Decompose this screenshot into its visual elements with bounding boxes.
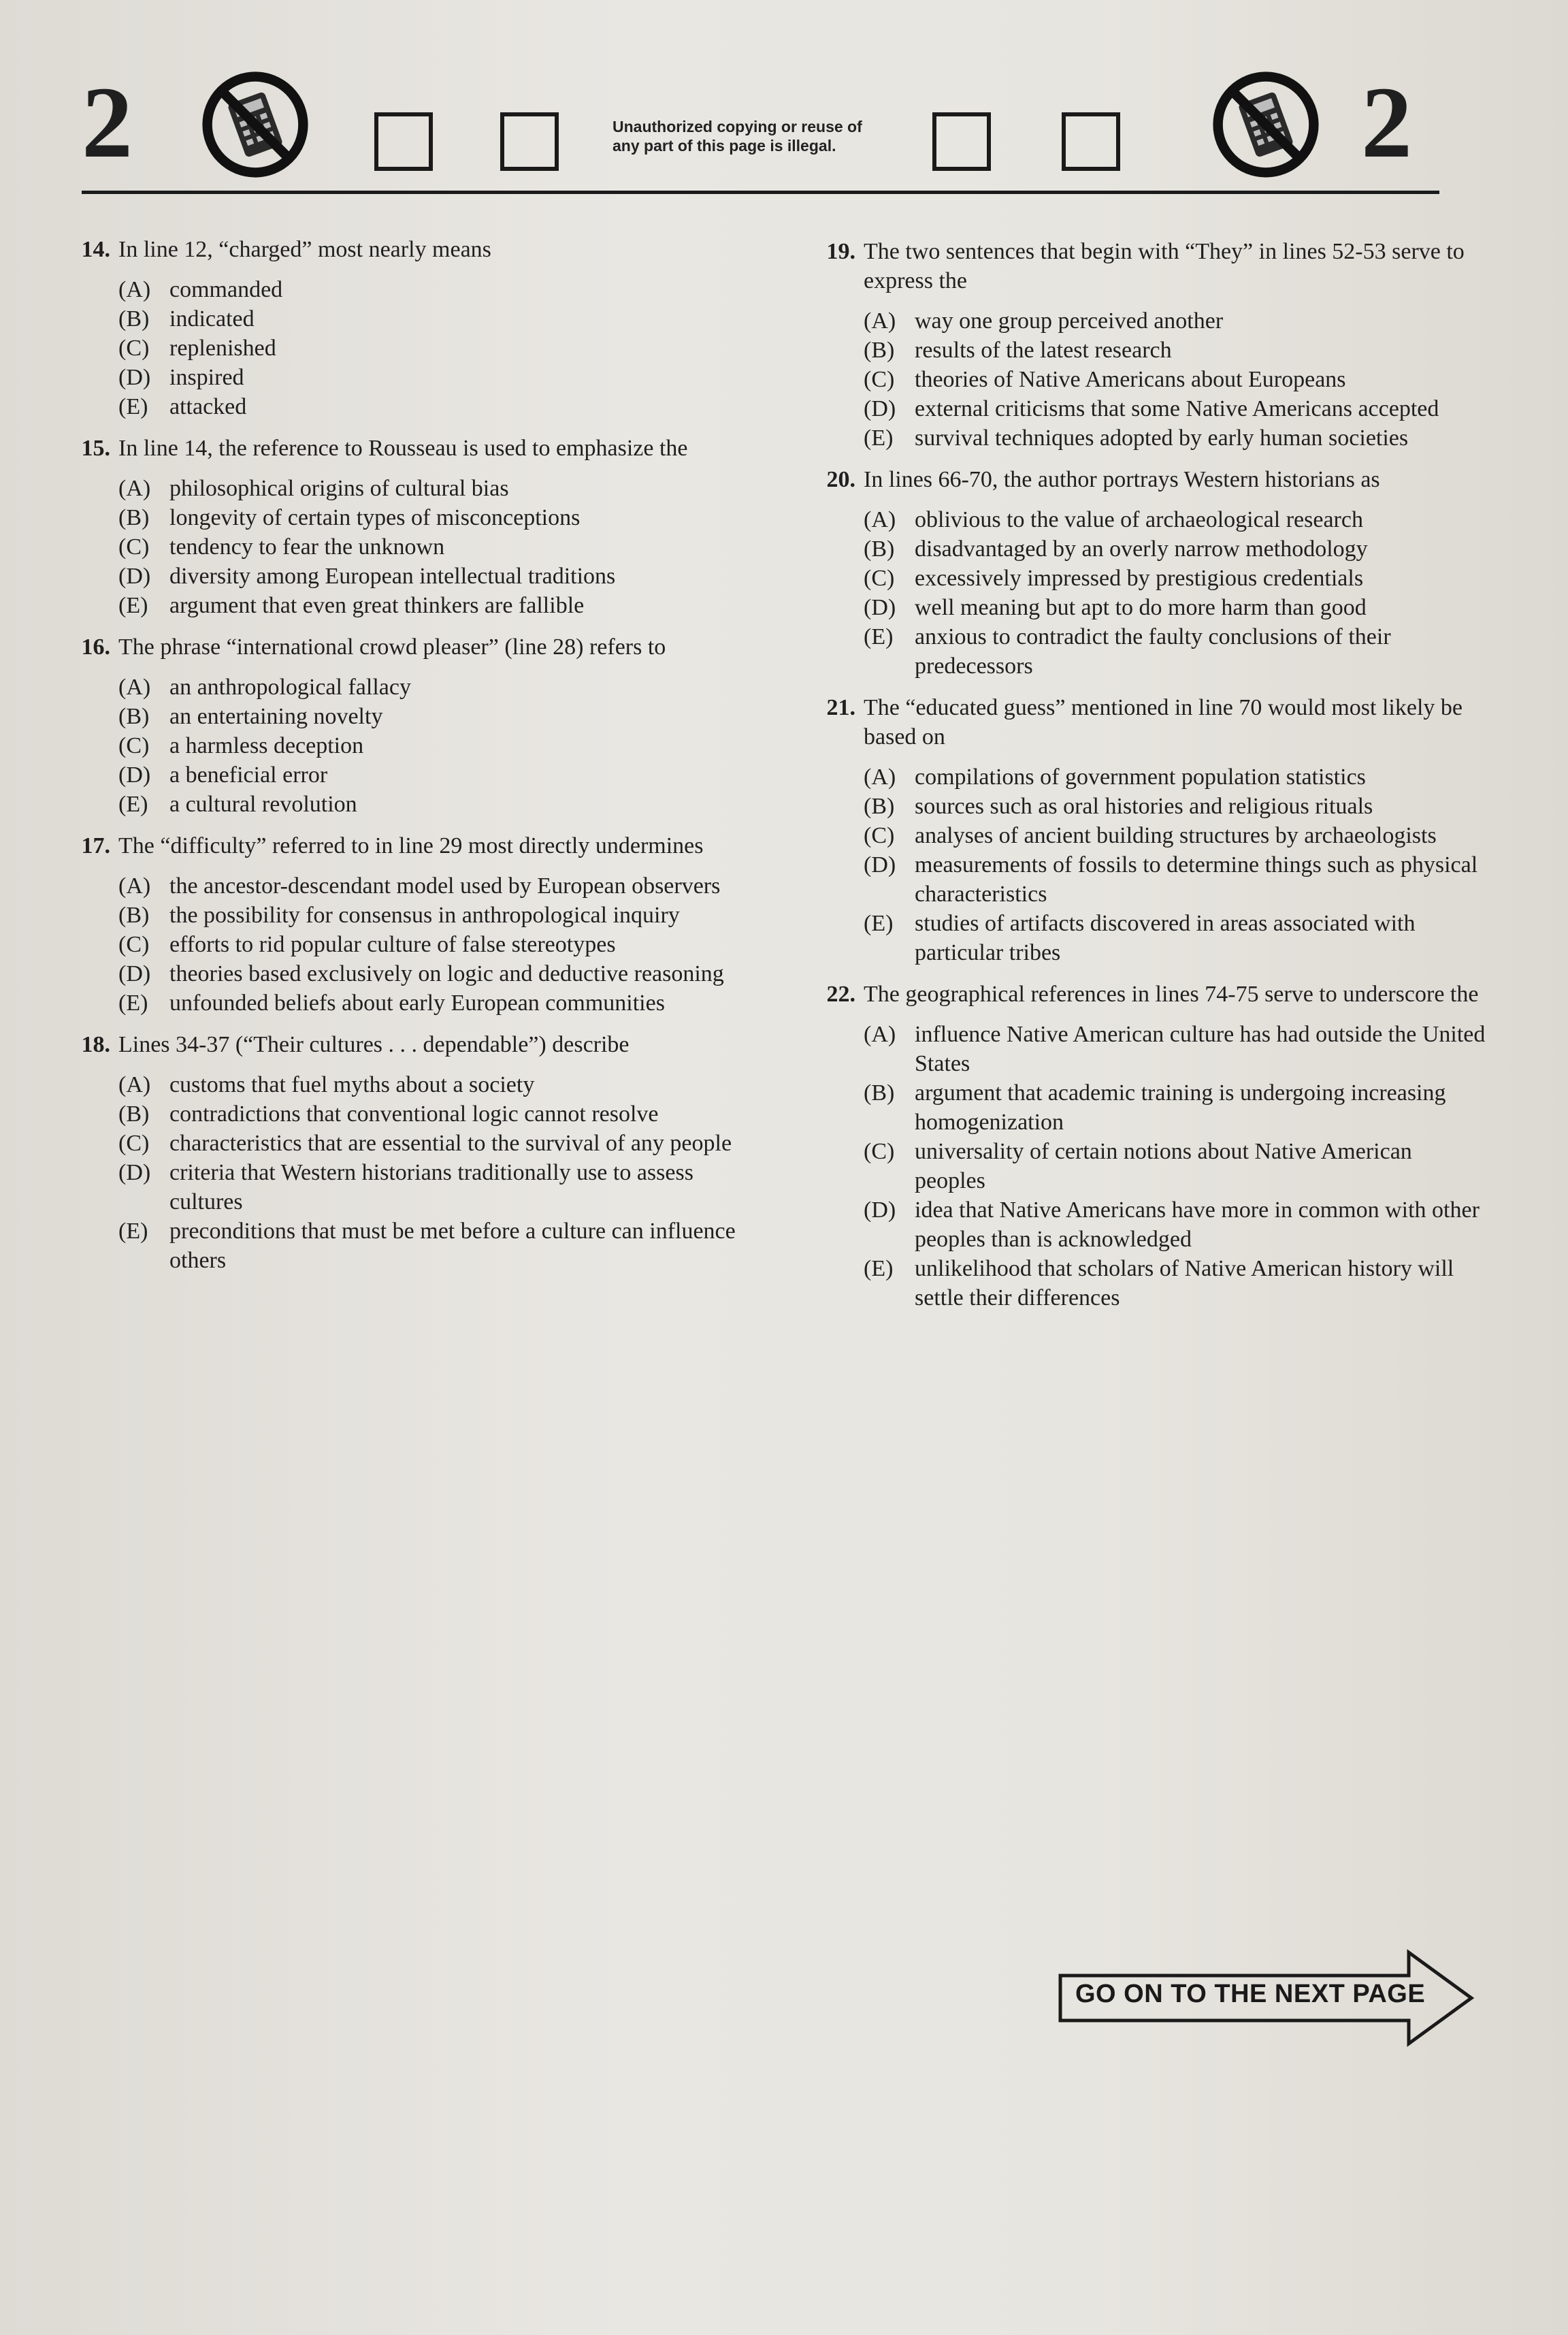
option-text: inspired (169, 365, 244, 390)
answer-options (806, 505, 1487, 681)
answer-option (118, 275, 742, 304)
section-number-left: 2 (82, 66, 133, 179)
answer-option (118, 532, 742, 562)
option-text: unlikelihood that scholars of Native American history will settle their differences (915, 1256, 1454, 1310)
option-text: the ancestor-descendant model used by European observers (169, 873, 721, 899)
answer-option (118, 503, 742, 532)
option-letter: (E) (118, 593, 148, 618)
question-number: 14. (81, 237, 110, 262)
answer-option (118, 1129, 742, 1158)
answer-option (864, 365, 1487, 394)
answer-option (864, 564, 1487, 593)
option-letter: (C) (118, 534, 150, 560)
option-text: measurements of fossils to determine things such as physical characteristics (915, 852, 1478, 907)
option-text: argument that even great thinkers are fallible (169, 593, 585, 618)
option-text: results of the latest research (915, 338, 1172, 363)
question-text: In line 12, “charged” most nearly means (118, 237, 491, 262)
option-text: theories of Native Americans about Europeans (915, 367, 1346, 392)
answer-options (61, 673, 742, 819)
answer-option (118, 1070, 742, 1099)
answer-option (864, 792, 1487, 821)
option-text: attacked (169, 394, 247, 419)
question-item (61, 632, 742, 819)
option-letter: (A) (118, 1072, 151, 1097)
option-text: customs that fuel myths about a society (169, 1072, 535, 1097)
option-letter: (D) (118, 365, 151, 390)
option-text: oblivious to the value of archaeological research (915, 507, 1363, 532)
option-letter: (C) (864, 1139, 895, 1164)
question-number: 22. (826, 982, 855, 1007)
answer-option (864, 1137, 1487, 1195)
answer-options (61, 275, 742, 421)
option-text: well meaning but apt to do more harm than good (915, 595, 1367, 620)
question-stem (806, 980, 1487, 1009)
question-number: 21. (826, 695, 855, 720)
option-letter: (D) (864, 1197, 896, 1223)
question-text: In lines 66-70, the author portrays Western historians as (864, 467, 1380, 492)
option-text: sources such as oral histories and religious rituals (915, 794, 1373, 819)
option-letter: (D) (864, 396, 896, 421)
question-stem (806, 693, 1487, 752)
question-item (806, 465, 1487, 681)
question-item (61, 831, 742, 1018)
option-text: the possibility for consensus in anthropological inquiry (169, 903, 680, 928)
question-item (61, 434, 742, 620)
answer-option (864, 909, 1487, 967)
go-on-arrow (1055, 1947, 1477, 2049)
option-letter: (A) (118, 277, 151, 302)
answer-option (118, 760, 742, 790)
answer-box-icon (1062, 112, 1120, 171)
answer-option (118, 731, 742, 760)
option-letter: (B) (118, 306, 150, 332)
question-text: The “educated guess” mentioned in line 70 would most likely be based on (864, 695, 1463, 750)
answer-option (864, 1020, 1487, 1078)
option-text: diversity among European intellectual traditions (169, 564, 616, 589)
question-number: 19. (826, 239, 855, 264)
option-text: unfounded beliefs about early European communities (169, 991, 665, 1016)
option-letter: (A) (864, 308, 896, 334)
option-text: argument that academic training is undergoing increasing homogenization (915, 1080, 1446, 1135)
answer-option (118, 871, 742, 901)
option-letter: (E) (118, 394, 148, 419)
no-calculator-icon (1211, 70, 1320, 179)
option-letter: (B) (118, 505, 150, 530)
question-number: 16. (81, 634, 110, 660)
option-letter: (E) (864, 624, 894, 649)
answer-box-icon (932, 112, 991, 171)
no-calculator-icon (201, 70, 310, 179)
answer-option (118, 1217, 742, 1275)
option-text: criteria that Western historians traditionally use to assess cultures (169, 1160, 693, 1214)
option-text: influence Native American culture has had outside the United States (915, 1022, 1486, 1076)
question-text: Lines 34-37 (“Their cultures . . . dependable”) describe (118, 1032, 630, 1057)
option-letter: (E) (864, 1256, 894, 1281)
option-text: anxious to contradict the faulty conclusions of their predecessors (915, 624, 1391, 679)
answer-option (864, 534, 1487, 564)
answer-option (864, 762, 1487, 792)
option-text: a beneficial error (169, 762, 328, 788)
answer-box-icon (500, 112, 559, 171)
option-letter: (C) (864, 566, 895, 591)
answer-option (864, 306, 1487, 336)
question-item (61, 1030, 742, 1275)
option-text: universality of certain notions about Native American peoples (915, 1139, 1412, 1193)
option-text: an anthropological fallacy (169, 675, 411, 700)
question-item (806, 237, 1487, 453)
answer-option (118, 901, 742, 930)
question-text: The “difficulty” referred to in line 29 most directly undermines (118, 833, 704, 858)
option-letter: (D) (118, 1160, 151, 1185)
left-question-column (61, 235, 742, 1287)
option-text: a harmless deception (169, 733, 364, 758)
answer-option (118, 304, 742, 334)
question-item (806, 693, 1487, 967)
option-letter: (C) (118, 932, 150, 957)
option-letter: (E) (118, 1219, 148, 1244)
answer-options (806, 306, 1487, 453)
question-stem (61, 831, 742, 860)
answer-option (118, 673, 742, 702)
option-letter: (B) (118, 903, 150, 928)
question-stem (806, 465, 1487, 494)
option-letter: (B) (118, 704, 150, 729)
answer-box-icon (374, 112, 433, 171)
option-text: survival techniques adopted by early human societies (915, 425, 1409, 451)
option-text: tendency to fear the unknown (169, 534, 445, 560)
option-letter: (A) (118, 476, 151, 501)
option-text: philosophical origins of cultural bias (169, 476, 509, 501)
option-letter: (B) (864, 338, 895, 363)
question-number: 17. (81, 833, 110, 858)
answer-option (118, 1099, 742, 1129)
answer-option (118, 591, 742, 620)
option-letter: (A) (864, 1022, 896, 1047)
answer-options (806, 1020, 1487, 1313)
option-text: idea that Native Americans have more in common with other peoples than is acknowledged (915, 1197, 1480, 1252)
option-text: external criticisms that some Native Americans accepted (915, 396, 1439, 421)
right-question-column (806, 237, 1487, 1325)
option-text: disadvantaged by an overly narrow methodology (915, 536, 1368, 562)
option-text: commanded (169, 277, 283, 302)
option-text: characteristics that are essential to the survival of any people (169, 1131, 732, 1156)
option-letter: (D) (864, 595, 896, 620)
answer-options (61, 1070, 742, 1275)
answer-option (118, 562, 742, 591)
answer-option (864, 593, 1487, 622)
answer-option (118, 334, 742, 363)
answer-options (806, 762, 1487, 967)
option-text: replenished (169, 336, 276, 361)
question-stem (61, 235, 742, 264)
option-letter: (D) (864, 852, 896, 877)
answer-option (864, 423, 1487, 453)
answer-option (864, 1078, 1487, 1137)
option-text: way one group perceived another (915, 308, 1224, 334)
option-letter: (C) (118, 733, 150, 758)
question-number: 15. (81, 436, 110, 461)
option-letter: (E) (864, 911, 894, 936)
option-letter: (E) (118, 991, 148, 1016)
answer-option (864, 336, 1487, 365)
answer-option (118, 790, 742, 819)
option-text: analyses of ancient building structures by archaeologists (915, 823, 1437, 848)
option-letter: (A) (864, 764, 896, 790)
answer-option (118, 474, 742, 503)
answer-option (118, 988, 742, 1018)
option-letter: (C) (864, 367, 895, 392)
page-header (82, 65, 1439, 201)
option-text: indicated (169, 306, 255, 332)
question-item (806, 980, 1487, 1313)
question-stem (61, 434, 742, 463)
answer-option (864, 505, 1487, 534)
option-letter: (E) (118, 792, 148, 817)
next-page-label: GO ON TO THE NEXT PAGE (1075, 1980, 1426, 2008)
option-letter: (B) (864, 794, 895, 819)
option-letter: (A) (118, 873, 151, 899)
question-text: The phrase “international crowd pleaser” (line 28) refers to (118, 634, 666, 660)
option-letter: (A) (864, 507, 896, 532)
option-text: longevity of certain types of misconceptions (169, 505, 581, 530)
question-stem (806, 237, 1487, 295)
question-number: 20. (826, 467, 855, 492)
header-divider (82, 191, 1439, 194)
option-text: contradictions that conventional logic cannot resolve (169, 1101, 659, 1127)
question-number: 18. (81, 1032, 110, 1057)
answer-option (118, 702, 742, 731)
option-letter: (D) (118, 762, 151, 788)
question-item (61, 235, 742, 421)
option-letter: (E) (864, 425, 894, 451)
option-text: preconditions that must be met before a culture can influence others (169, 1219, 736, 1273)
option-letter: (B) (864, 1080, 895, 1106)
option-letter: (A) (118, 675, 151, 700)
answer-options (61, 871, 742, 1018)
question-text: The two sentences that begin with “They” in lines 52-53 serve to express the (864, 239, 1465, 293)
question-text: In line 14, the reference to Rousseau is used to emphasize the (118, 436, 688, 461)
answer-option (118, 363, 742, 392)
option-text: efforts to rid popular culture of false stereotypes (169, 932, 616, 957)
option-text: excessively impressed by prestigious credentials (915, 566, 1364, 591)
option-text: compilations of government population statistics (915, 764, 1366, 790)
option-letter: (C) (864, 823, 895, 848)
answer-option (864, 622, 1487, 681)
option-letter: (B) (864, 536, 895, 562)
option-letter: (B) (118, 1101, 150, 1127)
option-text: a cultural revolution (169, 792, 357, 817)
answer-option (118, 1158, 742, 1217)
answer-option (864, 821, 1487, 850)
option-text: studies of artifacts discovered in areas associated with particular tribes (915, 911, 1416, 965)
answer-option (864, 1254, 1487, 1313)
option-letter: (C) (118, 336, 150, 361)
answer-option (864, 1195, 1487, 1254)
option-letter: (C) (118, 1131, 150, 1156)
copyright-notice: Unauthorized copying or reuse of any part of this page is illegal. (612, 118, 862, 155)
option-text: an entertaining novelty (169, 704, 383, 729)
answer-option (118, 959, 742, 988)
answer-option (118, 392, 742, 421)
answer-option (118, 930, 742, 959)
question-stem (61, 1030, 742, 1059)
option-letter: (D) (118, 961, 151, 986)
section-number-right: 2 (1361, 66, 1412, 179)
answer-option (864, 394, 1487, 423)
option-letter: (D) (118, 564, 151, 589)
question-stem (61, 632, 742, 662)
answer-options (61, 474, 742, 620)
option-text: theories based exclusively on logic and deductive reasoning (169, 961, 724, 986)
answer-option (864, 850, 1487, 909)
question-text: The geographical references in lines 74-75 serve to underscore the (864, 982, 1479, 1007)
